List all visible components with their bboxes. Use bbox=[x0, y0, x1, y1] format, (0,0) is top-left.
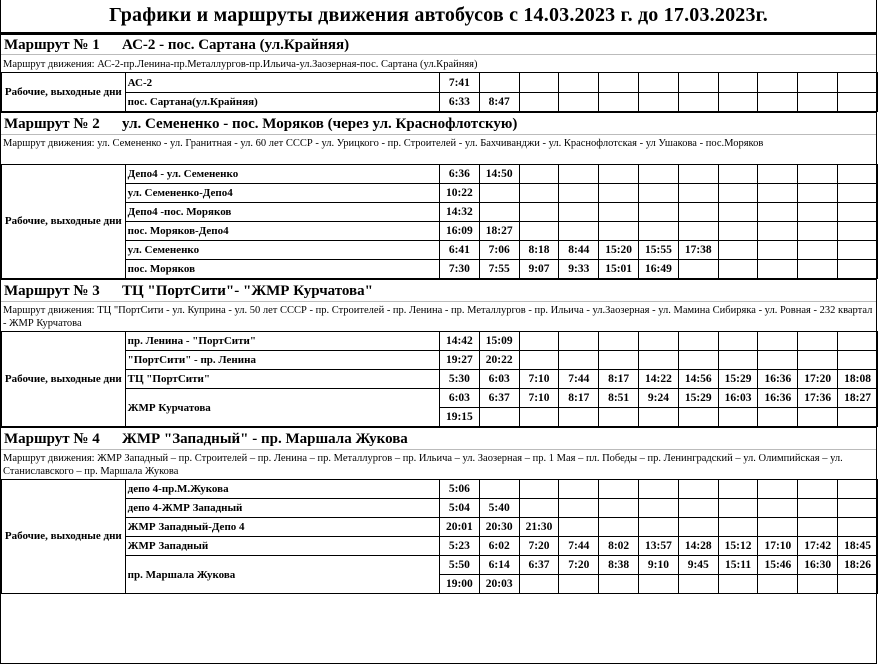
departure-time bbox=[519, 351, 559, 370]
departure-time bbox=[718, 260, 758, 279]
days-label: Рабочие, выходные дни bbox=[2, 165, 126, 279]
departure-time: 19:00 bbox=[439, 575, 479, 594]
departure-time: 6:37 bbox=[519, 556, 559, 575]
departure-time bbox=[559, 165, 599, 184]
departure-time bbox=[559, 184, 599, 203]
departure-time bbox=[639, 408, 679, 427]
departure-time: 6:14 bbox=[479, 556, 519, 575]
departure-time bbox=[718, 241, 758, 260]
days-label: Рабочие, выходные дни bbox=[2, 480, 126, 594]
departure-time: 15:29 bbox=[718, 370, 758, 389]
table-row bbox=[2, 518, 878, 537]
departure-time bbox=[599, 351, 639, 370]
departure-time bbox=[758, 93, 798, 112]
departure-time bbox=[599, 203, 639, 222]
departure-time bbox=[758, 73, 798, 93]
stop-name: Депо4 - ул. Семененко bbox=[125, 165, 439, 184]
stop-name: АС-2 bbox=[125, 73, 439, 93]
route-number: Маршрут № 1 bbox=[4, 37, 100, 53]
departure-time bbox=[798, 499, 838, 518]
departure-time bbox=[678, 93, 718, 112]
departure-time: 8:47 bbox=[479, 93, 519, 112]
departure-time bbox=[519, 73, 559, 93]
departure-time bbox=[758, 351, 798, 370]
departure-time bbox=[479, 203, 519, 222]
departure-time bbox=[758, 332, 798, 351]
departure-time bbox=[639, 165, 679, 184]
departure-time: 16:36 bbox=[758, 370, 798, 389]
departure-time bbox=[599, 93, 639, 112]
departure-time bbox=[519, 575, 559, 594]
departure-time bbox=[559, 203, 599, 222]
departure-time: 18:45 bbox=[838, 537, 878, 556]
table-row bbox=[2, 222, 878, 241]
departure-time: 9:24 bbox=[639, 389, 679, 408]
departure-time bbox=[639, 499, 679, 518]
stop-name: ЖМР Западный bbox=[125, 537, 439, 556]
departure-time: 17:10 bbox=[758, 537, 798, 556]
departure-time bbox=[599, 184, 639, 203]
departure-time bbox=[758, 203, 798, 222]
departure-time: 7:20 bbox=[559, 556, 599, 575]
departure-time: 6:36 bbox=[439, 165, 479, 184]
table-row bbox=[2, 165, 878, 184]
departure-time bbox=[718, 184, 758, 203]
departure-time bbox=[599, 518, 639, 537]
departure-time bbox=[678, 73, 718, 93]
departure-time bbox=[798, 203, 838, 222]
departure-time bbox=[798, 332, 838, 351]
table-row bbox=[2, 537, 878, 556]
route-schedule-table bbox=[1, 72, 878, 112]
departure-time bbox=[678, 575, 718, 594]
route-number: Маршрут № 4 bbox=[4, 431, 100, 447]
departure-time bbox=[639, 518, 679, 537]
departure-time bbox=[798, 165, 838, 184]
departure-time bbox=[718, 480, 758, 499]
departure-time: 20:03 bbox=[479, 575, 519, 594]
departure-time bbox=[838, 260, 878, 279]
departure-time bbox=[838, 241, 878, 260]
departure-time: 5:23 bbox=[439, 537, 479, 556]
departure-time: 5:30 bbox=[439, 370, 479, 389]
route-description: Маршрут движения: АС-2-пр.Ленина-пр.Металлургов-пр.Ильича-ул.Заозерная-пос. Сартана (ул.Крайняя) bbox=[1, 54, 876, 72]
departure-time bbox=[718, 351, 758, 370]
departure-time bbox=[479, 184, 519, 203]
departure-time bbox=[838, 408, 878, 427]
routes-container bbox=[1, 34, 876, 594]
departure-time: 8:17 bbox=[559, 389, 599, 408]
table-row bbox=[2, 241, 878, 260]
departure-time: 7:10 bbox=[519, 370, 559, 389]
departure-time: 8:02 bbox=[599, 537, 639, 556]
departure-time bbox=[678, 518, 718, 537]
departure-time bbox=[599, 575, 639, 594]
departure-time bbox=[718, 222, 758, 241]
departure-time: 8:18 bbox=[519, 241, 559, 260]
departure-time bbox=[718, 73, 758, 93]
departure-time bbox=[599, 73, 639, 93]
departure-time bbox=[559, 93, 599, 112]
route-name: ТЦ "ПортСити"- "ЖМР Курчатова" bbox=[122, 283, 373, 299]
departure-time bbox=[758, 518, 798, 537]
departure-time bbox=[838, 351, 878, 370]
departure-time bbox=[798, 222, 838, 241]
route-number: Маршрут № 2 bbox=[4, 116, 100, 132]
table-row bbox=[2, 480, 878, 499]
table-row bbox=[2, 556, 878, 575]
departure-time bbox=[758, 575, 798, 594]
departure-time: 15:11 bbox=[718, 556, 758, 575]
stop-name: пр. Маршала Жукова bbox=[125, 556, 439, 594]
departure-time: 21:30 bbox=[519, 518, 559, 537]
departure-time: 9:07 bbox=[519, 260, 559, 279]
departure-time: 8:44 bbox=[559, 241, 599, 260]
departure-time bbox=[838, 73, 878, 93]
page-title: Графики и маршруты движения автобусов с 14.03.2023 г. до 17.03.2023г. bbox=[1, 0, 876, 34]
departure-time bbox=[519, 165, 559, 184]
departure-time bbox=[798, 260, 838, 279]
table-row bbox=[2, 260, 878, 279]
departure-time bbox=[678, 332, 718, 351]
departure-time: 5:40 bbox=[479, 499, 519, 518]
departure-time: 5:06 bbox=[439, 480, 479, 499]
table-row bbox=[2, 351, 878, 370]
departure-time bbox=[718, 575, 758, 594]
stop-name: ул. Семененко-Депо4 bbox=[125, 184, 439, 203]
departure-time bbox=[519, 499, 559, 518]
stop-name: ТЦ "ПортСити" bbox=[125, 370, 439, 389]
table-row bbox=[2, 370, 878, 389]
departure-time: 6:37 bbox=[479, 389, 519, 408]
departure-time bbox=[559, 480, 599, 499]
departure-time: 6:03 bbox=[439, 389, 479, 408]
departure-time bbox=[519, 480, 559, 499]
departure-time: 8:51 bbox=[599, 389, 639, 408]
departure-time bbox=[838, 480, 878, 499]
departure-time bbox=[838, 575, 878, 594]
table-row bbox=[2, 499, 878, 518]
departure-time bbox=[758, 408, 798, 427]
departure-time: 14:56 bbox=[678, 370, 718, 389]
departure-time: 16:36 bbox=[758, 389, 798, 408]
departure-time bbox=[519, 332, 559, 351]
departure-time: 6:33 bbox=[439, 93, 479, 112]
departure-time bbox=[559, 408, 599, 427]
stop-name: пос. Моряков bbox=[125, 260, 439, 279]
departure-time bbox=[798, 73, 838, 93]
departure-time bbox=[639, 332, 679, 351]
departure-time: 6:03 bbox=[479, 370, 519, 389]
departure-time bbox=[639, 203, 679, 222]
departure-time bbox=[678, 408, 718, 427]
days-label: Рабочие, выходные дни bbox=[2, 73, 126, 112]
departure-time bbox=[479, 408, 519, 427]
departure-time bbox=[838, 203, 878, 222]
departure-time: 10:22 bbox=[439, 184, 479, 203]
departure-time bbox=[758, 184, 798, 203]
route-description: Маршрут движения: ТЦ "ПортСити - ул. Куприна - ул. 50 лет СССР - пр. Строителей - пр. Ленина - пр. Металлургов - пр. Ильича - ул.Заозерная - ул. Мамина Сибиряка - ул. Ровная - 232 квартал - ЖМР Курчатова bbox=[1, 301, 876, 331]
departure-time bbox=[838, 93, 878, 112]
departure-time bbox=[479, 73, 519, 93]
departure-time: 8:38 bbox=[599, 556, 639, 575]
departure-time bbox=[678, 203, 718, 222]
departure-time bbox=[838, 184, 878, 203]
departure-time bbox=[599, 332, 639, 351]
route-schedule-table bbox=[1, 331, 878, 427]
departure-time bbox=[798, 184, 838, 203]
departure-time bbox=[559, 351, 599, 370]
stop-name: "ПортСити" - пр. Ленина bbox=[125, 351, 439, 370]
departure-time: 7:41 bbox=[439, 73, 479, 93]
departure-time: 7:44 bbox=[559, 370, 599, 389]
departure-time: 20:01 bbox=[439, 518, 479, 537]
table-row bbox=[2, 184, 878, 203]
route-description: Маршрут движения: ЖМР Западный – пр. Строителей – пр. Ленина – пр. Металлургов – пр. Ильича – ул. Заозерная – пр. 1 Мая – пл. Победы – пр. Ленинградский – ул. Олимпийская – ул. Станиславского – пр. Маршала Жукова bbox=[1, 449, 876, 479]
departure-time bbox=[798, 575, 838, 594]
stop-name: пос. Сартана(ул.Крайняя) bbox=[125, 93, 439, 112]
route-schedule-table bbox=[1, 479, 878, 594]
departure-time: 7:20 bbox=[519, 537, 559, 556]
departure-time: 16:09 bbox=[439, 222, 479, 241]
departure-time bbox=[599, 222, 639, 241]
departure-time bbox=[639, 351, 679, 370]
departure-time bbox=[559, 222, 599, 241]
departure-time bbox=[718, 332, 758, 351]
departure-time bbox=[758, 499, 798, 518]
departure-time bbox=[838, 222, 878, 241]
departure-time: 15:20 bbox=[599, 241, 639, 260]
departure-time bbox=[798, 93, 838, 112]
departure-time bbox=[639, 184, 679, 203]
departure-time bbox=[479, 480, 519, 499]
route-header bbox=[1, 34, 876, 54]
departure-time bbox=[758, 165, 798, 184]
departure-time bbox=[718, 165, 758, 184]
departure-time: 7:06 bbox=[479, 241, 519, 260]
stop-name: ЖМР Западный-Депо 4 bbox=[125, 518, 439, 537]
departure-time: 7:44 bbox=[559, 537, 599, 556]
departure-time: 7:10 bbox=[519, 389, 559, 408]
departure-time: 6:41 bbox=[439, 241, 479, 260]
departure-time bbox=[718, 408, 758, 427]
departure-time bbox=[559, 73, 599, 93]
departure-time bbox=[639, 222, 679, 241]
departure-time: 14:42 bbox=[439, 332, 479, 351]
departure-time bbox=[639, 93, 679, 112]
departure-time: 9:10 bbox=[639, 556, 679, 575]
departure-time: 18:08 bbox=[838, 370, 878, 389]
departure-time bbox=[758, 480, 798, 499]
stop-name: Депо4 -пос. Моряков bbox=[125, 203, 439, 222]
stop-name: пос. Моряков-Депо4 bbox=[125, 222, 439, 241]
route-name: ул. Семененко - пос. Моряков (через ул. Краснофлотскую) bbox=[122, 116, 518, 132]
departure-time bbox=[678, 165, 718, 184]
departure-time bbox=[838, 518, 878, 537]
departure-time bbox=[519, 222, 559, 241]
departure-time: 5:04 bbox=[439, 499, 479, 518]
departure-time: 15:46 bbox=[758, 556, 798, 575]
route-header bbox=[1, 279, 876, 301]
table-row bbox=[2, 73, 878, 93]
departure-time bbox=[678, 260, 718, 279]
table-row bbox=[2, 389, 878, 408]
departure-time bbox=[718, 203, 758, 222]
departure-time bbox=[559, 575, 599, 594]
departure-time: 15:55 bbox=[639, 241, 679, 260]
departure-time bbox=[599, 408, 639, 427]
stop-name: ул. Семененко bbox=[125, 241, 439, 260]
departure-time: 19:15 bbox=[439, 408, 479, 427]
departure-time bbox=[678, 184, 718, 203]
departure-time bbox=[758, 260, 798, 279]
departure-time: 17:36 bbox=[798, 389, 838, 408]
departure-time bbox=[678, 499, 718, 518]
departure-time bbox=[639, 575, 679, 594]
departure-time: 18:27 bbox=[479, 222, 519, 241]
departure-time: 13:57 bbox=[639, 537, 679, 556]
departure-time: 14:22 bbox=[639, 370, 679, 389]
departure-time bbox=[639, 480, 679, 499]
departure-time bbox=[519, 408, 559, 427]
days-label: Рабочие, выходные дни bbox=[2, 332, 126, 427]
route-header bbox=[1, 427, 876, 449]
departure-time: 16:30 bbox=[798, 556, 838, 575]
departure-time: 7:55 bbox=[479, 260, 519, 279]
route-name: ЖМР "Западный" - пр. Маршала Жукова bbox=[122, 431, 408, 447]
departure-time bbox=[798, 408, 838, 427]
departure-time bbox=[678, 222, 718, 241]
table-row bbox=[2, 203, 878, 222]
departure-time bbox=[798, 518, 838, 537]
route-header bbox=[1, 112, 876, 134]
departure-time bbox=[519, 93, 559, 112]
departure-time: 18:26 bbox=[838, 556, 878, 575]
departure-time: 5:50 bbox=[439, 556, 479, 575]
departure-time: 9:33 bbox=[559, 260, 599, 279]
table-row bbox=[2, 332, 878, 351]
departure-time: 16:03 bbox=[718, 389, 758, 408]
departure-time: 9:45 bbox=[678, 556, 718, 575]
departure-time: 14:28 bbox=[678, 537, 718, 556]
stop-name: депо 4-пр.М.Жукова bbox=[125, 480, 439, 499]
departure-time: 18:27 bbox=[838, 389, 878, 408]
departure-time: 15:01 bbox=[599, 260, 639, 279]
departure-time: 15:09 bbox=[479, 332, 519, 351]
departure-time bbox=[519, 184, 559, 203]
departure-time bbox=[718, 518, 758, 537]
departure-time bbox=[559, 499, 599, 518]
departure-time: 8:17 bbox=[599, 370, 639, 389]
departure-time bbox=[838, 332, 878, 351]
departure-time bbox=[559, 518, 599, 537]
route-number: Маршрут № 3 bbox=[4, 283, 100, 299]
departure-time bbox=[559, 332, 599, 351]
route-name: АС-2 - пос. Сартана (ул.Крайняя) bbox=[122, 37, 350, 53]
departure-time bbox=[758, 222, 798, 241]
departure-time: 19:27 bbox=[439, 351, 479, 370]
departure-time: 20:30 bbox=[479, 518, 519, 537]
departure-time bbox=[798, 241, 838, 260]
departure-time: 15:12 bbox=[718, 537, 758, 556]
departure-time: 17:20 bbox=[798, 370, 838, 389]
departure-time: 6:02 bbox=[479, 537, 519, 556]
departure-time bbox=[798, 480, 838, 499]
stop-name: ЖМР Курчатова bbox=[125, 389, 439, 427]
departure-time bbox=[718, 93, 758, 112]
departure-time bbox=[678, 480, 718, 499]
departure-time bbox=[678, 351, 718, 370]
departure-time bbox=[718, 499, 758, 518]
departure-time: 14:32 bbox=[439, 203, 479, 222]
route-schedule-table bbox=[1, 164, 878, 279]
departure-time: 7:30 bbox=[439, 260, 479, 279]
departure-time bbox=[838, 165, 878, 184]
departure-time: 15:29 bbox=[678, 389, 718, 408]
departure-time bbox=[798, 351, 838, 370]
departure-time: 14:50 bbox=[479, 165, 519, 184]
departure-time bbox=[599, 480, 639, 499]
table-row bbox=[2, 93, 878, 112]
departure-time bbox=[758, 241, 798, 260]
departure-time bbox=[838, 499, 878, 518]
departure-time bbox=[599, 165, 639, 184]
departure-time bbox=[639, 73, 679, 93]
departure-time: 16:49 bbox=[639, 260, 679, 279]
departure-time bbox=[519, 203, 559, 222]
stop-name: депо 4-ЖМР Западный bbox=[125, 499, 439, 518]
route-description: Маршрут движения: ул. Семененко - ул. Гранитная - ул. 60 лет СССР - ул. Урицкого - пр. Строителей - ул. Бахчиванджи - ул. Краснофлотская - ул Ушакова - пос.Моряков bbox=[1, 134, 876, 164]
departure-time: 17:42 bbox=[798, 537, 838, 556]
departure-time: 20:22 bbox=[479, 351, 519, 370]
stop-name: пр. Ленина - "ПортСити" bbox=[125, 332, 439, 351]
departure-time bbox=[599, 499, 639, 518]
departure-time: 17:38 bbox=[678, 241, 718, 260]
